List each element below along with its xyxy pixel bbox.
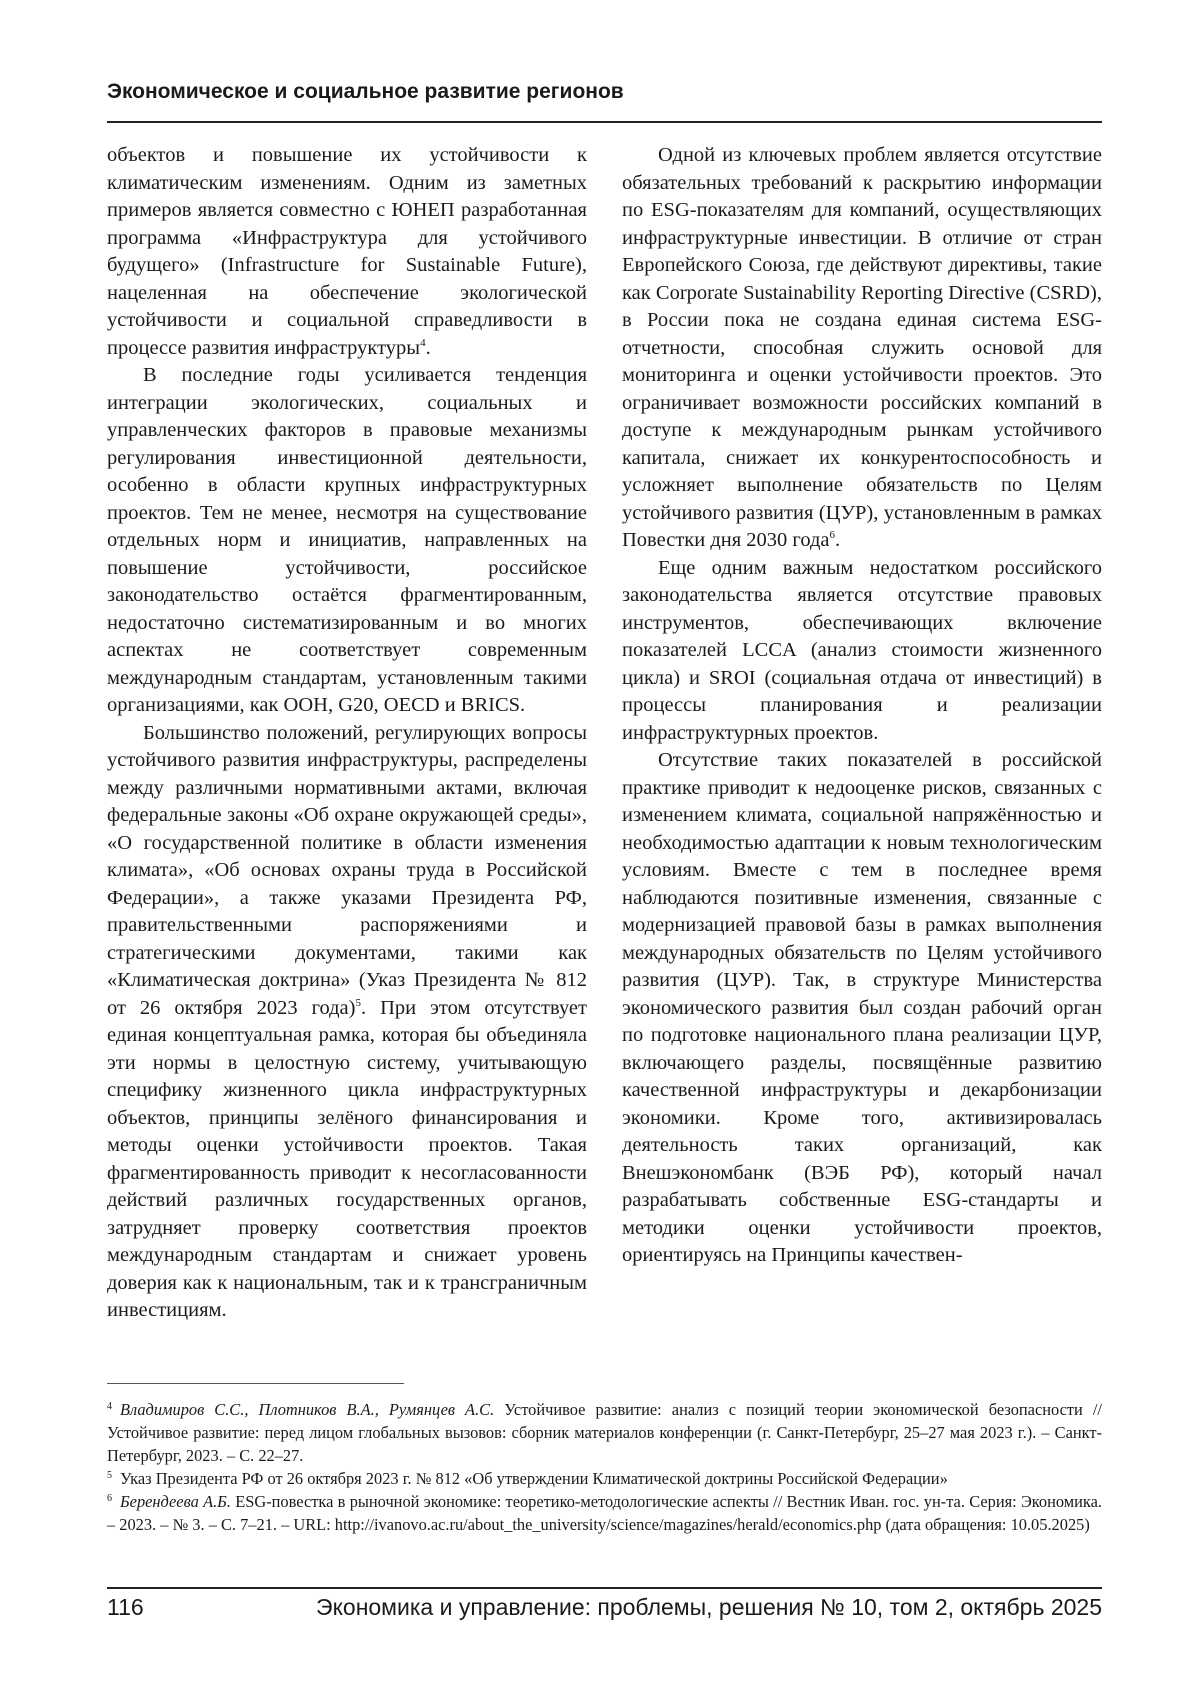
footnote-ref[interactable]: 5 — [355, 996, 361, 1009]
paragraph — [107, 720, 587, 1325]
footnote-number: 6 — [107, 1492, 112, 1504]
footnote — [107, 1490, 1102, 1536]
page-number: 116 — [107, 1594, 144, 1620]
footnote-text: ESG-повестка в рыночной экономике: теоретико-методологические аспекты // Вестник Иван. гос. ун-та. Серия: Экономика. – 2023. – № 3. – С. 7–21. – URL: http://ivanovo.ac.ru/about_the_university/science/magazines/herald/economics.php (дата обращения: 10.05.2025) — [107, 1492, 1102, 1534]
footnote-authors: Владимиров С.С., Плотников В.А., Румянцев А.С. — [120, 1400, 495, 1419]
header-rule — [107, 121, 1102, 123]
footnote-separator — [107, 1383, 404, 1384]
footnote-ref[interactable]: 4 — [420, 336, 426, 349]
paragraph-end: . — [835, 529, 841, 551]
left-column — [107, 142, 587, 1325]
page-footer — [107, 1594, 1102, 1634]
paragraph-text: объектов и повышение их устойчивости к климатическим изменениям. Одним из заметных примеров является совместно с ЮНЕП разработанная программа «Инфраструктура для устойчивого будущего» (Infrastructure for Sustainable Future), нацеленная на обеспечение экологической устойчивости и социальной справедливости в процессе развития инфраструктуры — [107, 144, 587, 359]
paragraph — [622, 142, 1102, 555]
paragraph: Отсутствие таких показателей в российской практике приводит к недооценке рисков, связанных с изменением климата, социальной напряжённостью и необходимостью адаптации к новым технологическим условиям. Вместе с тем в последнее время наблюдаются позитивные изменения, связанные с модернизацией правовой базы в рамках выполнения международных обязательств по Целям устойчивого развития (ЦУР). Так, в структуре Министерства экономического развития был создан рабочий орган по подготовке национального плана реализации ЦУР, включающего разделы, посвящённые развитию качественной инфраструктуры и декарбонизации экономики. Кроме того, активизировалась деятельность таких организаций, как Внешэкономбанк (ВЭБ РФ), который начал разрабатывать собственные ESG-стандарты и методики оценки устойчивости проектов, ориентируясь на Принципы качествен- — [622, 749, 1102, 1266]
footer-rule — [107, 1587, 1102, 1589]
footnote-ref[interactable]: 6 — [829, 529, 836, 542]
footnote — [107, 1398, 1102, 1467]
footnote-authors: Берендеева А.Б. — [120, 1492, 231, 1511]
paragraph-text: Большинство положений, регулирующих вопросы устойчивого развития инфраструктуры, распределены между различными нормативными актами, включая федеральные законы «Об охране окружающей среды», «О государственной политике в области изменения климата», «Об основах охраны труда в Российской Федерации», а также указами Президента РФ, правительственными распоряжениями и стратегическими документами, такими как «Климатическая доктрина» (Указ Президента № 812 от 26 октября 2023 года) — [107, 721, 587, 1019]
footnotes — [107, 1398, 1102, 1536]
footnote-text: Устойчивое развитие: анализ с позиций теории экономической безопасности // Устойчивое развитие: перед лицом глобальных вызовов: сборник материалов конференции (г. Санкт-Петербург, 25–27 мая 2023 г.). – Санкт-Петербург, 2023. – С. 22–27. — [107, 1400, 1102, 1465]
paragraph — [107, 142, 587, 362]
paragraph-text: . При этом отсутствует единая концептуальная рамка, которая бы объединяла эти нормы в целостную систему, учитывающую специфику жизненного цикла инфраструктурных объектов, принципы зелёного финансирования и методы оценки устойчивости проектов. Такая фрагментированность приводит к несогласованности действий различных государственных органов, затрудняет проверку соответствия проектов международным стандартам и снижает уровень доверия как к национальным, так и к трансграничным инвестициям. — [107, 996, 587, 1321]
paragraph-text: Одной из ключевых проблем является отсутствие обязательных требований к раскрытию информации по ESG-показателям для компаний, осуществляющих инфраструктурные инвестиции. В отличие от стран Европейского Союза, где действуют директивы, такие как Corporate Sustainability Reporting Directive (CSRD), в России пока не создана единая система ESG-отчетности, способная служить основой для мониторинга и оценки устойчивости проектов. Это ограничивает возможности российских компаний в доступе к международным рынкам устойчивого капитала, снижает их конкурентоспособность и усложняет выполнение обязательств по Целям устойчивого развития (ЦУР), установленным в рамках Повестки дня 2030 года — [622, 144, 1102, 551]
footnote — [107, 1467, 1102, 1490]
footnote-text: Указ Президента РФ от 26 октября 2023 г. № 812 «Об утверждении Климатической доктрины Российской Федерации» — [120, 1469, 948, 1488]
running-title: Экономическое и социальное развитие регионов — [107, 80, 624, 103]
right-column — [622, 142, 1102, 1270]
footnote-number: 4 — [107, 1400, 112, 1412]
footnote-number: 5 — [107, 1469, 112, 1481]
paragraph-end: . — [425, 336, 431, 359]
journal-info: Экономика и управление: проблемы, решения № 10, том 2, октябрь 2025 — [316, 1594, 1102, 1620]
paragraph: Еще одним важным недостатком российского законодательства является отсутствие правовых инструментов, обеспечивающих включение показателей LCCA (анализ стоимости жизненного цикла) и SROI (социальная отдача от инвестиций) в процессы планирования и реализации инфраструктурных проектов. — [622, 556, 1102, 744]
paragraph: В последние годы усиливается тенденция интеграции экологических, социальных и управленческих факторов в правовые механизмы регулирования инвестиционной деятельности, особенно в области крупных инфраструктурных проектов. Тем не менее, несмотря на существование отдельных норм и инициатив, направленных на повышение устойчивости, российское законодательство остаётся фрагментированным, недостаточно систематизированным и во многих аспектах не соответствует современным международным стандартам, установленным такими организациями, как ООН, G20, OECD и BRICS. — [107, 364, 587, 716]
